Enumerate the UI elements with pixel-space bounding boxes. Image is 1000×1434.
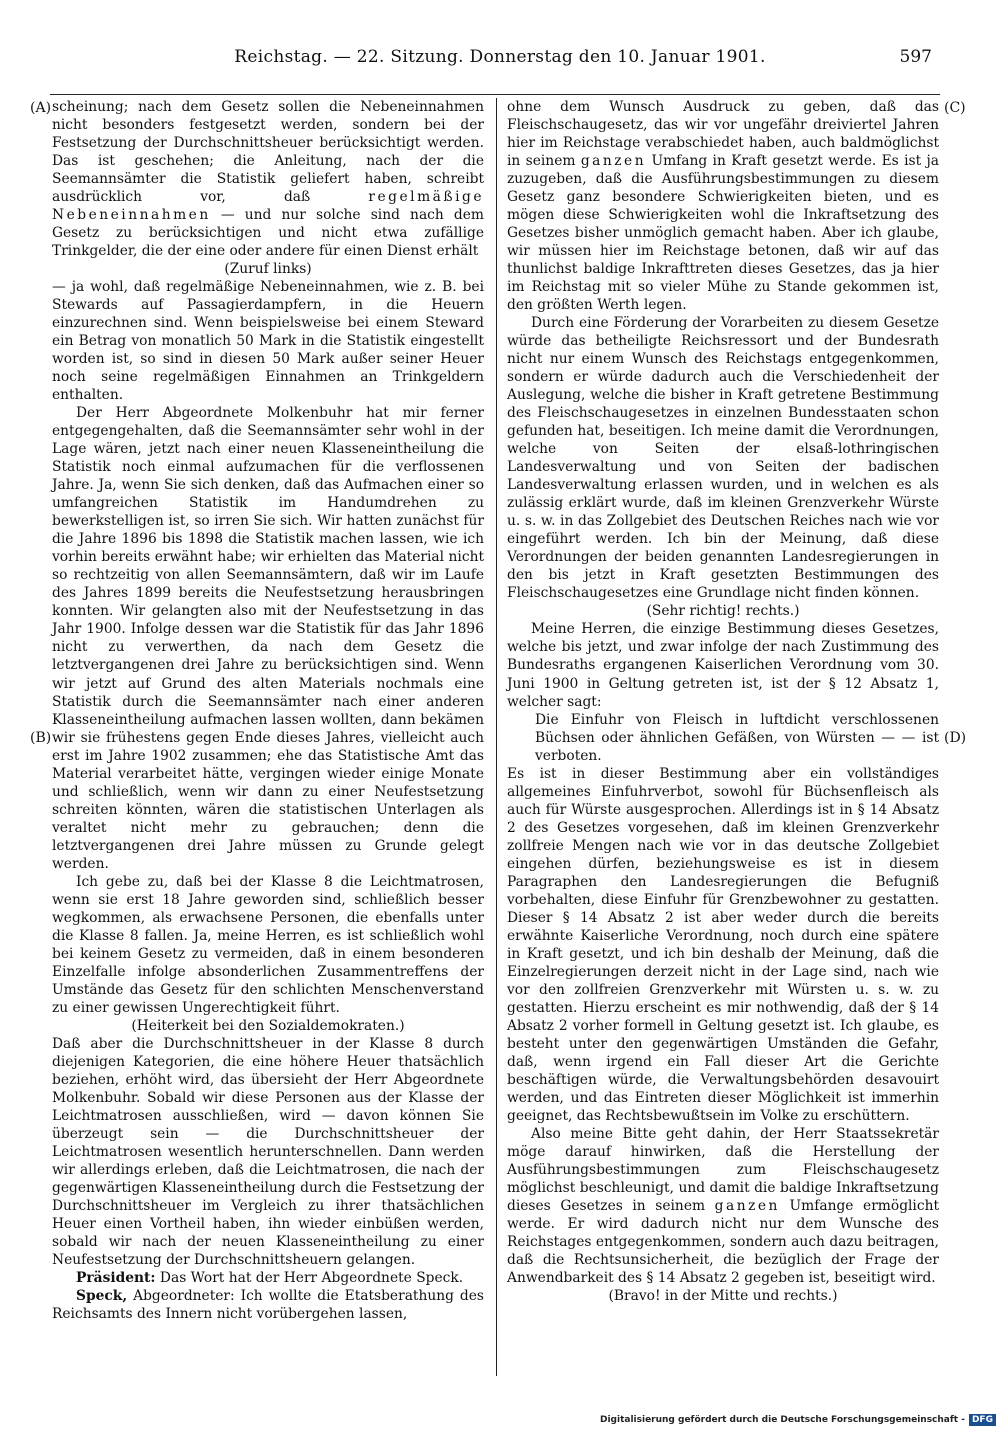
paragraph: Daß aber die Durchschnittsheuer in der Klasse 8 durch diejenigen Kategorien, die eine höhere Heuer thatsächlich beziehen, erhöht wird, das übersieht der Herr Abgeordnete Molkenbuhr. Sobald wir diese Personen aus der Klasse der Leichtmatrosen ausschließen, wird — davon können Sie überzeugt sein — die Durchschnittsheuer der Leichtmatrosen wesentlich herunterschnellen. Dann werden wir allerdings erleben, daß die Leichtmatrosen, die nach der gegenwärtigen Klasseneintheilung durch die Festsetzung der Durchschnittsheuer im Vergleich zu ihrer thatsächlichen Heuer einen Vortheil haben, ihn wieder einbüßen werden, sobald wir nach der neuen Klasseneintheilung zu einer Neufestsetzung der Durchschnittsheuern gelangen.	[52, 1035, 484, 1268]
paragraph: — ja wohl, daß regelmäßige Nebeneinnahmen, wie z. B. bei Stewards auf Passagierdampfern, in die Heuern einzurechnen sind. Wenn beispielsweise bei einem Steward ein Betrag von monatlich 50 Mark in die Statistik eingestellt worden ist, so sind in diesen 50 Mark außer seiner Heuer noch seine regelmäßigen Einnahmen an Trinkgeldern enthalten.	[52, 279, 484, 404]
paragraph: Es ist in dieser Bestimmung aber ein vollständiges allgemeines Einfuhrverbot, sowohl für Büchsenfleisch als auch für Würste ausgesprochen. Allerdings ist in § 14 Absatz 2 des Gesetzes vorgesehen, daß im kleinen Grenzverkehr zollfreie Mengen nach wie vor in das deutsche Zollgebiet eingehen dürfen, beziehungsweise es ist in diesem Paragraphen den Landesregierungen die Befugniß vorbehalten, diese Einfuhr für Grenzbewohner zu gestatten. Dieser § 14 Absatz 2 ist aber weder durch die bereits erwähnte Kaiserliche Verordnung, noch durch eine spätere in Kraft gesetzt, und ich bin deshalb der Meinung, daß die Einzelregierungen derzeit nicht in der Lage sind, nach wie vor den zollfreien Grenzverkehr mit Würsten u. s. w. zu gestatten. Hierzu erscheint es mir nothwendig, daß der § 14 Absatz 2 vorher formell in Geltung gesetzt ist. Ich glaube, es besteht unter den gegenwärtigen Umständen die Gefahr, daß, wenn irgend ein Fall dieser Art die Gerichte beschäftigen würde, die Verwaltungsbehörden desavouirt werden, und das Eintreten dieser Möglichkeit ist immerhin geeignet, das Rechtsbewußtsein im Volke zu erschüttern.	[507, 765, 939, 1124]
paragraph: Ich gebe zu, daß bei der Klasse 8 die Leichtmatrosen, wenn sie erst 18 Jahre geworden sind, schließlich besser wegkommen, als erwachsene Personen, die ebenfalls unter die Klasse 8 fallen. Ja, meine Herren, es ist schließlich wohl bei keinem Gesetz zu vermeiden, daß in einem besonderen Einzelfalle infolge absonderlichen Zusammentreffens der Umstände das Gesetz für den schlichten Menschenverstand zu einer gewissen Ungerechtigkeit führt.	[52, 873, 484, 1016]
running-title: Reichstag. — 22. Sitzung. Donnerstag den 10. Januar 1901.	[234, 47, 766, 67]
header-rule	[50, 94, 940, 95]
margin-mark-b: (B)	[30, 730, 52, 746]
interjection: (Bravo! in der Mitte und rechts.)	[608, 1288, 838, 1305]
paragraph: Also meine Bitte geht dahin, der Herr Staatssekretär möge darauf hinwirken, daß die Herstellung der Ausführungsbestimmungen zum Fleischschaugesetz möglichst beschleunigt, und damit die baldige Inkraftsetzung dieses Gesetzes in seinem ganzen Umfange ermöglicht werde. Er wird dadurch nicht nur dem Wunsche des Reichstages entgegenkommen, sondern auch dazu beitragen, daß die Rechtsunsicherheit, die bezüglich der Frage der Anwendbarkeit des § 14 Absatz 2 gegeben ist, beseitigt wird.	[507, 1125, 940, 1287]
right-column	[507, 98, 939, 1305]
legal-quote: Die Einfuhr von Fleisch in luftdicht verschlossenen Büchsen oder ähnlichen Gefäßen, von Würsten — — ist verboten.	[535, 711, 939, 764]
dfg-logo: DFG	[969, 1414, 996, 1426]
margin-mark-a: (A)	[30, 100, 52, 116]
interjection: (Zuruf links)	[224, 261, 312, 278]
margin-mark-d: (D)	[944, 730, 967, 746]
interjection: (Heiterkeit bei den Sozialdemokraten.)	[131, 1017, 405, 1034]
footer-text: Digitalisierung gefördert durch die Deutsche Forschungsgemeinschaft -	[600, 1415, 965, 1425]
column-divider	[496, 98, 497, 1376]
page-header	[0, 44, 1000, 74]
interjection: (Sehr richtig! rechts.)	[646, 603, 800, 620]
speaker-paragraph: Präsident: Das Wort hat der Herr Abgeordnete Speck.	[76, 1270, 464, 1287]
paragraph: scheinung; nach dem Gesetz sollen die Nebeneinnahmen nicht besonders festgesetzt werden, sondern bei der Festsetzung der Durchschnittsheuer berücksichtigt werden. Das ist geschehen; die Anleitung, nach der die Seemannsämter die Statistik geliefert haben, schreibt ausdrücklich vor, daß regelmäßige Nebeneinnahmen — und nur solche sind nach dem Gesetz zu berücksichtigen und nicht etwa zufällige Trinkgelder, die der eine oder andere für einen Dienst erhält	[52, 99, 485, 260]
paragraph: ohne dem Wunsch Ausdruck zu geben, daß das Fleischschaugesetz, das wir vor ungefähr dreiviertel Jahren hier im Reichstage verabschiedet haben, auch baldmöglichst in seinem ganzen Umfang in Kraft gesetzt werde. Es ist ja zuzugeben, daß die Ausführungsbestimmungen zu diesem Gesetz ganz besondere Schwierigkeiten bieten, und es mögen diese Schwierigkeiten wohl die Inkraftsetzung des Gesetzes bisher unmöglich gemacht haben. Aber ich glaube, wir müssen hier im Reichstage betonen, daß wir auf das thunlichst baldige Inkrafttreten dieses Gesetzes, das ja hier im Reichstag mit so vieler Mühe zu Stande gekommen ist, den größten Werth legen.	[507, 99, 939, 314]
paragraph: Durch eine Förderung der Vorarbeiten zu diesem Gesetze würde das betheiligte Reichsressort und der Bundesrath nicht nur einem Wunsch des Reichstags entgegenkommen, sondern er würde dadurch auch die Verschiedenheit der Auslegung, welche die bisher in Kraft getretene Bestimmung des Fleischschaugesetzes in einzelnen Bundesstaaten schon gefunden hat, beseitigen. Ich meine damit die Verordnungen, welche von Seiten der elsaß-lothringischen Landesverwaltung und von Seiten der badischen Landesverwaltung erlassen wurden, und in welchen es als zulässig erklärt wurde, daß im kleinen Grenzverkehr Würste u. s. w. in das Zollgebiet des Deutschen Reiches nach wie vor eingeführt werden. Ich bin der Meinung, daß diese Verordnungen der beiden genannten Landesregierungen in den bis jetzt in Kraft gesetzten Bestimmungen des Fleischschaugesetzes eine Grundlage nicht finden können.	[507, 315, 939, 602]
left-column	[52, 98, 484, 1323]
speaker-paragraph: Speck, Abgeordneter: Ich wollte die Etatsberathung des Reichsamts des Innern nicht vorübergehen lassen,	[52, 1288, 484, 1323]
speaker-name: Präsident:	[76, 1270, 156, 1287]
page-number: 597	[899, 47, 932, 67]
paragraph: Meine Herren, die einzige Bestimmung dieses Gesetzes, welche bis jetzt, und zwar infolge der nach Zustimmung des Bundesraths ergangenen Kaiserlichen Verordnung vom 30. Juni 1900 in Geltung getreten ist, ist der § 12 Absatz 1, welcher sagt:	[507, 621, 939, 710]
paragraph: Der Herr Abgeordnete Molkenbuhr hat mir ferner entgegengehalten, daß die Seemannsämter sehr wohl in der Lage wären, jetzt nach einer neuen Klasseneintheilung die Statistik noch einmal aufzumachen für die verflossenen Jahre. Ja, wenn Sie sich denken, daß das Aufmachen einer so umfangreichen Statistik im Handumdrehen zu bewerkstelligen ist, so irren Sie sich. Wir hatten zunächst für die Jahre 1896 bis 1898 die Statistik machen lassen, wie ich vorhin bereits erwähnt habe; wir erhielten das Material nicht so rechtzeitig von allen Seemannsämtern, daß wir im Laufe des Jahres 1899 bereits die Neufestsetzung herausbringen konnten. Wir gelangten also mit der Neufestsetzung in das Jahr 1900. Infolge dessen war die Statistik für das Jahr 1896 nicht zu verwerthen, da nach dem Gesetz die letztvergangenen drei Jahre zu berücksichtigen sind. Wenn wir jetzt auf Grund des alten Materials nochmals eine Statistik durch die Seemannsämter nach einer anderen Klasseneintheilung aufmachen lassen wollten, dann bekämen wir sie frühestens gegen Ende dieses Jahres, vielleicht auch erst im Jahre 1902 zusammen; ehe das Statistische Amt das Material verarbeitet hätte, vergingen wieder einige Monate und schließlich, wenn wir dann zu einer Neufestsetzung schreiten könnten, wären die statistischen Unterlagen als veraltet nicht mehr zu gebrauchen; denn die letztvergangenen drei Jahre müssen zu Grunde gelegt werden.	[52, 405, 484, 872]
speaker-name: Speck,	[76, 1288, 128, 1305]
footer-credit	[600, 1414, 996, 1426]
margin-mark-c: (C)	[944, 100, 966, 116]
